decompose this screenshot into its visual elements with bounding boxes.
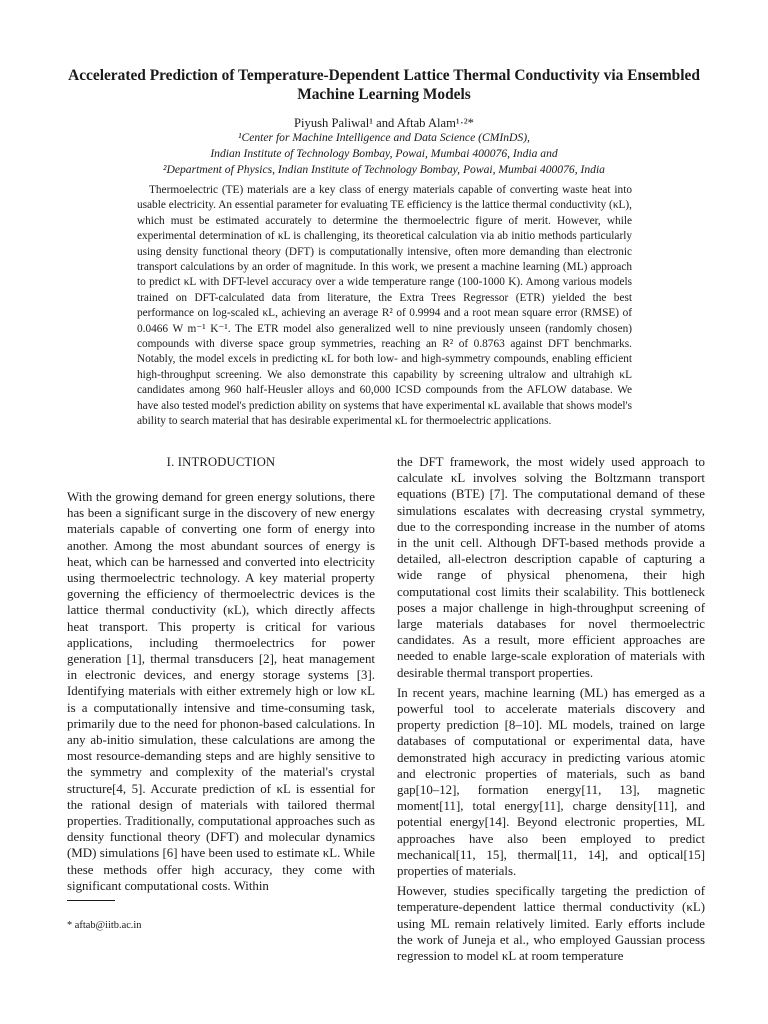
intro-paragraph-1: With the growing demand for green energy solutions, there has been a significant surge in the discovery of new energy materials capable of converting one form of energy into another. Among the most abundant sources of energy is heat, which can be harnessed and converted into electricity using thermoelectric technology. A key material property governing the efficiency of thermoelectric devices is the lattice thermal conductivity (κL), which directly affects heat transport. This property is critical for various applications, including thermoelectrics for power generation [1], thermal transducers [2], heat management in electronic devices, and energy storage systems [3]. Identifying materials with either extremely high or low κL is a computationally intensive and time-consuming task, primarily due to the need for phonon-based calculations. In any ab-initio simulation, these calculations are among the most resource-demanding steps and are highly sensitive to the symmetry and complexity of the material's crystal structure[4, 5]. Accurate prediction of κL is essential for the rational design of materials with tailored thermal properties. Traditionally, computational approaches such as density functional theory (DFT) and molecular dynamics (MD) simulations [6] have been used to estimate κL. While these methods offer high accuracy, they come with significant computational costs. Within — [67, 490, 375, 893]
affiliation-line-1: ¹Center for Machine Intelligence and Data Science (CMInDS), — [238, 131, 530, 144]
footnote-email: * aftab@iitb.ac.in — [67, 920, 142, 931]
intro-paragraph-2: the DFT framework, the most widely used approach to calculate κL involves solving the Boltzmann transport equations (BTE) [7]. The computational demand of these simulations escalates with decreasing crystal symmetry, due to the corresponding increase in the number of atoms in the unit cell. Although DFT-based methods provide a detailed, all-electron description capable of capturing a wide range of physical phenomena, their high computational cost limits their scalability. This bottleneck poses a major challenge in high-throughput screening of large materials databases for novel thermoelectric candidates. As a result, more efficient approaches are needed to enable large-scale exploration of materials with desirable thermal transport properties. — [397, 455, 705, 680]
paper-title: Accelerated Prediction of Temperature-Dependent Lattice Thermal Conductivity via Ensembled Machine Learning Models — [68, 67, 700, 103]
footnote-rule — [67, 900, 115, 901]
abstract: Thermoelectric (TE) materials are a key class of energy materials capable of converting waste heat into usable electricity. An essential parameter for evaluating TE efficiency is the lattice thermal conductivity (κL), which must be estimated accurately to determine the thermoelectric figure of merit. However, while experimental determination of κL is challenging, its theoretical calculation via ab initio methods particularly using density functional theory (DFT) is computationally intensive, often more demanding than electronic transport calculations by an order of magnitude. In this work, we present a machine learning (ML) approach to predict κL with DFT-level accuracy over a wide temperature range (100-1000 K). Among various models trained on DFT-calculated data from literature, the Extra Trees Regressor (ETR) yielded the best performance on log-scaled κL, achieving an average R² of 0.9994 and a root mean square error (RMSE) of 0.0466 W m⁻¹ K⁻¹. The ETR model also generalized well to nine previously unseen (randomly chosen) compounds with diverse space group symmetries, reaching an R² of 0.8763 against DFT benchmarks. Notably, the model excels in predicting κL for both low- and high-symmetry compounds, enabling efficient high-throughput screening. We also demonstrate this capability by screening ultralow and ultrahigh κL candidates among 960 half-Heusler alloys and 60,000 ICSD compounds from the AFLOW database. We have also tested model's prediction ability on systems that have experimental κL available that shows model's ability to search material that has desirable experimental κL for thermoelectric applications. — [137, 184, 632, 428]
right-column — [397, 454, 705, 968]
intro-paragraph-4: However, studies specifically targeting the prediction of temperature-dependent lattice thermal conductivity (κL) using ML remain relatively limited. Early efforts include the work of Juneja et al., who employed Gaussian process regression to model κL at room temperature — [397, 884, 705, 964]
affiliations — [60, 130, 708, 177]
intro-paragraph-3: In recent years, machine learning (ML) has emerged as a powerful tool to accelerate materials discovery and property prediction [8–10]. ML models, trained on large databases of computational or experimental data, have demonstrated high accuracy in predicting various atomic and electronic properties of materials, such as band gap[10–12], formation energy[11, 13], magnetic moment[11], total energy[11], charge density[11], and potential energy[14]. Beyond electronic properties, ML approaches have also been employed to predict mechanical[11, 15], thermal[11, 14], and optical[15] properties of materials. — [397, 685, 705, 879]
left-column — [67, 454, 375, 898]
affiliation-line-2: Indian Institute of Technology Bombay, Powai, Mumbai 400076, India and — [210, 146, 558, 160]
section-heading: I. INTRODUCTION — [166, 455, 276, 469]
affiliation-line-3: ²Department of Physics, Indian Institute of Technology Bombay, Powai, Mumbai 400076, India — [163, 162, 605, 176]
paper-authors: Piyush Paliwal¹ and Aftab Alam¹·²* — [294, 116, 474, 130]
